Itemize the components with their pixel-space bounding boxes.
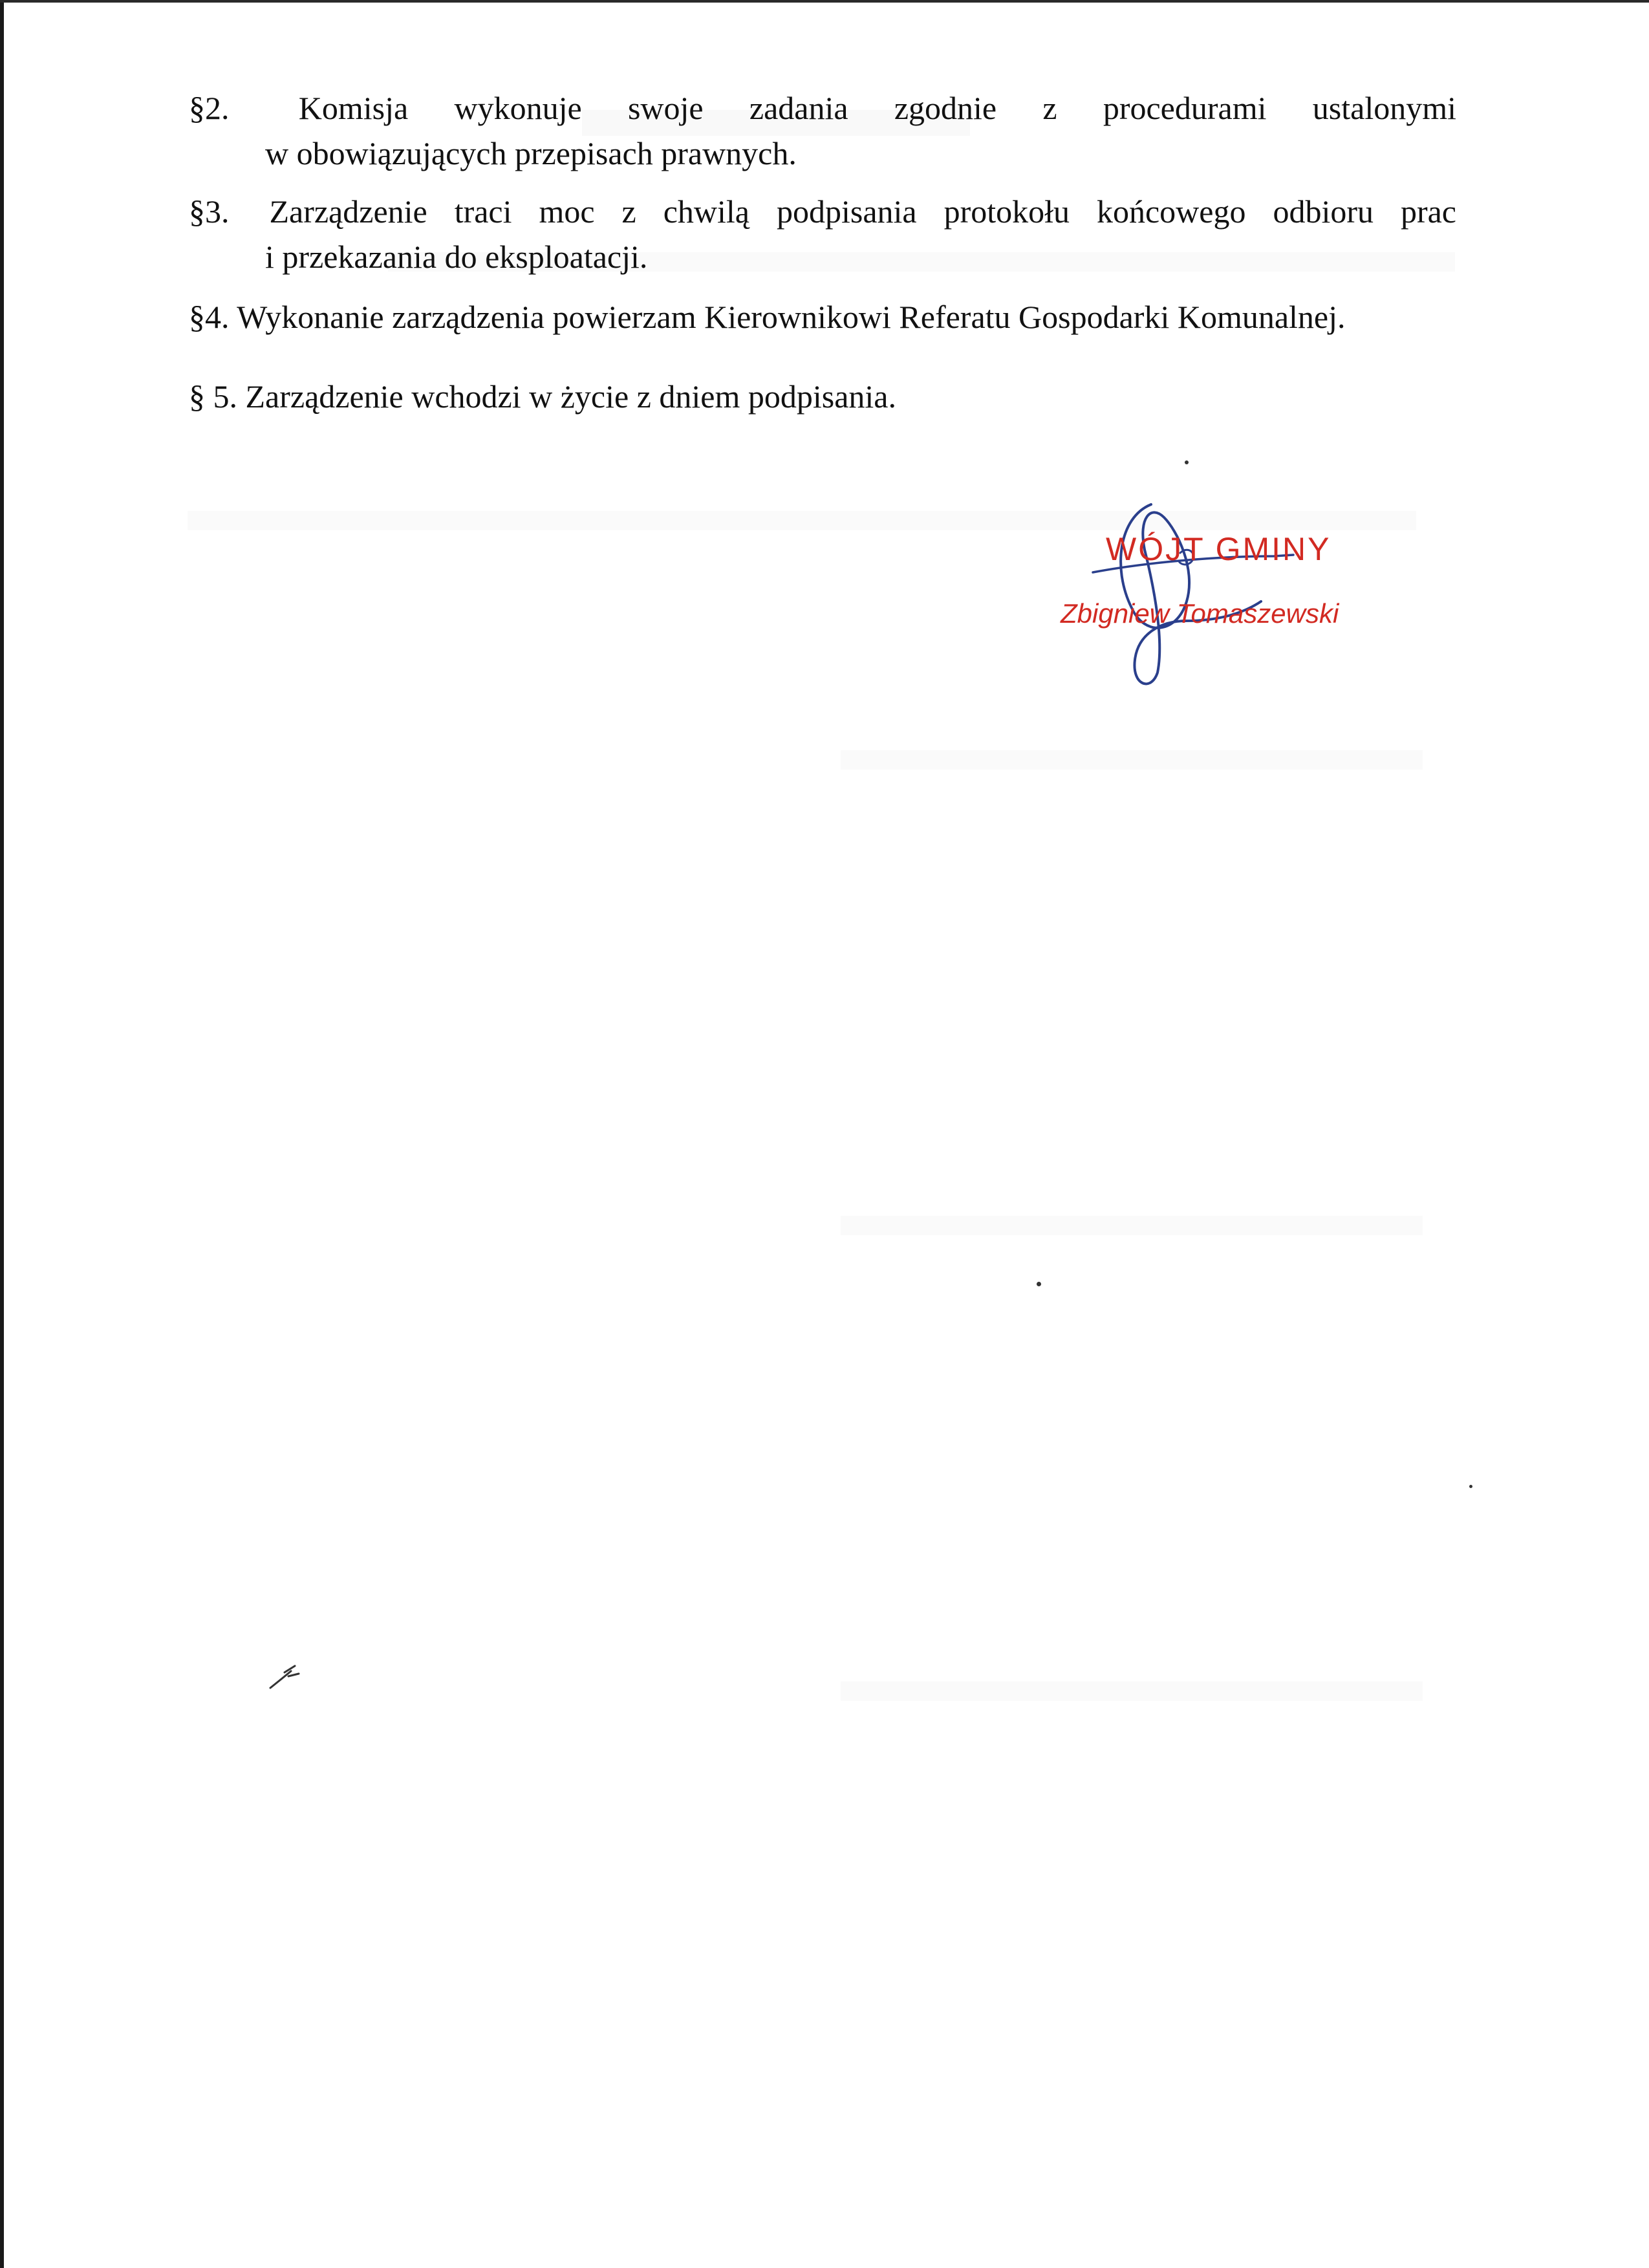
scan-speck [1185,460,1189,464]
paragraph-3 [189,189,1456,279]
reverse-side-bleed [841,1216,1423,1235]
paragraph-text-line: Wykonanie zarządzenia powierzam Kierownikowi Referatu Gospodarki Komunalnej. [237,299,1346,335]
stamp-name: Zbigniew Tomaszewski [1061,598,1339,629]
handwritten-signature [1048,491,1384,686]
official-stamp [1048,491,1384,686]
scan-edge-left [0,0,4,2268]
paragraph-text-line: w obowiązujących przepisach prawnych. [265,135,797,171]
paragraph-number: §3. [189,193,230,230]
scan-smudge [265,1661,304,1693]
paragraph-text-line: Zarządzenie wchodzi w życie z dniem podpisania. [245,378,896,415]
paragraph-2 [189,85,1456,176]
paragraph-text-line: Komisja wykonuje swoje zadania zgodnie z procedurami ustalonymi [298,90,1456,126]
paragraph-4 [189,294,1456,340]
reverse-side-bleed [841,750,1423,770]
reverse-side-bleed [841,1681,1423,1701]
scan-edge-top [0,0,1649,3]
scan-speck [1469,1485,1472,1488]
paragraph-number: § 5. [189,378,237,415]
paragraph-number: §4. [189,299,230,335]
paragraph-number: §2. [189,90,230,126]
paragraph-text-line: i przekazania do eksploatacji. [265,239,648,275]
scan-speck [1037,1282,1041,1286]
paragraph-5 [189,374,1456,419]
stamp-title: WÓJT GMINY [1106,531,1331,567]
paragraph-text-line: Zarządzenie traci moc z chwilą podpisania protokołu końcowego odbioru prac [269,193,1456,230]
